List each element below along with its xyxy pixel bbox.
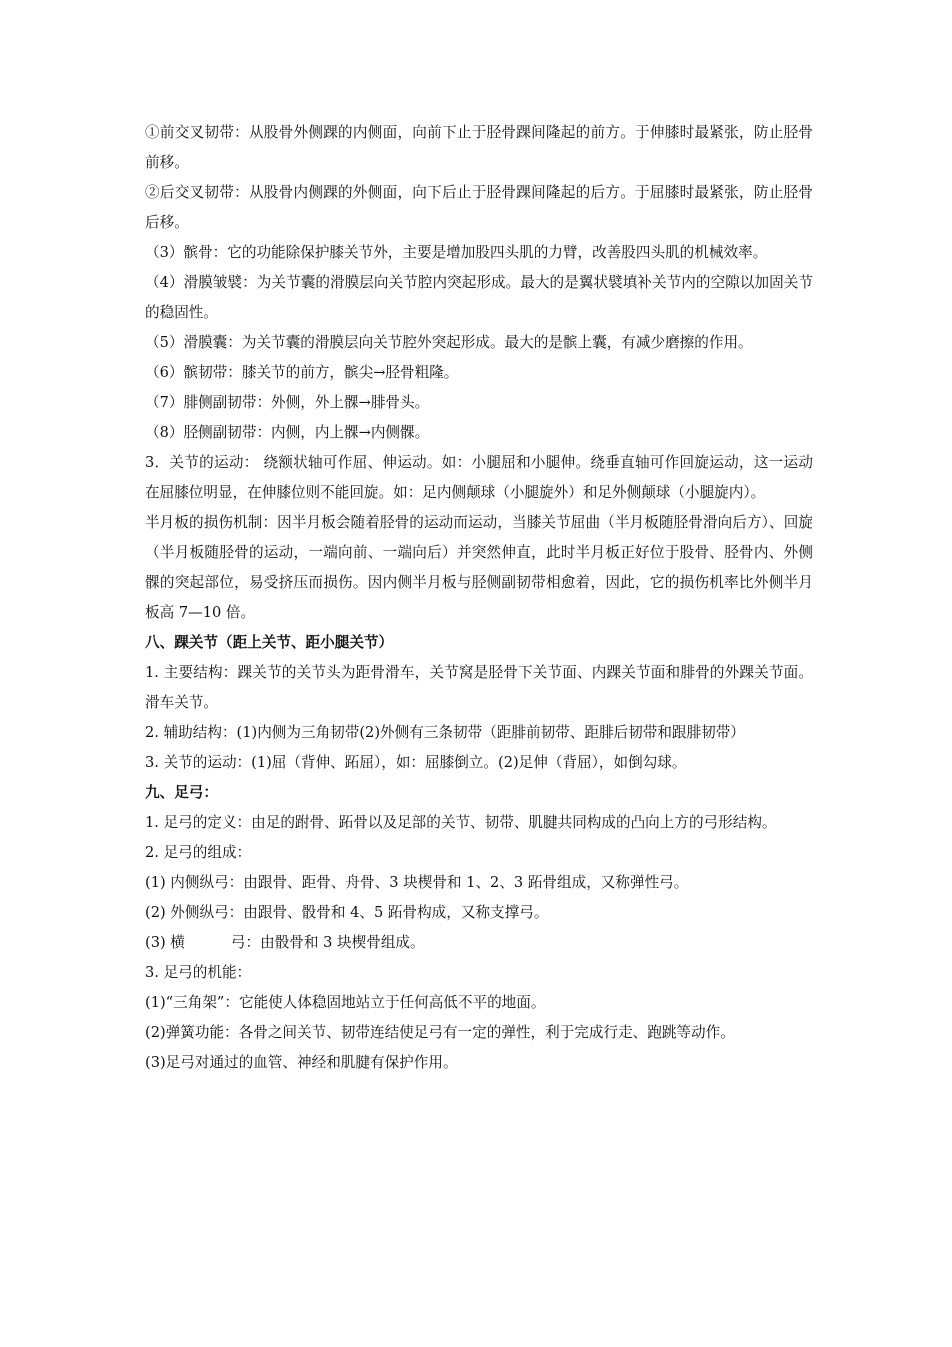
lateral-arch-line: (2) 外侧纵弓：由跟骨、骰骨和 4、5 跖骨构成，又称支撑弓。 — [145, 904, 549, 921]
tripod-function-line: (1)“三角架”：它能使人体稳固地站立于任何高低不平的地面。 — [145, 994, 546, 1011]
pcl-paragraph: ②后交叉韧带：从股骨内侧踝的外侧面，向下后止于胫骨踝间隆起的后方。于屈膝时最紧张，防止胫骨后移。 — [145, 184, 813, 231]
synovial-bursa-paragraph: （5）滑膜囊：为关节囊的滑膜层向关节腔外突起形成。最大的是髌上囊，有减少磨擦的作用。 — [145, 334, 753, 351]
ankle-joint-heading: 八、踝关节（距上关节、距小腿关节） — [145, 634, 394, 651]
knee-movement-paragraph: 3．关节的运动： 绕额状轴可作屈、伸运动。如：小腿屈和小腿伸。绕垂直轴可作回旋运动，这一运动在屈膝位明显，在伸膝位则不能回旋。如：足内侧颠球（小腿旋外）和足外侧颠球（小腿旋内）。 — [145, 454, 813, 501]
acl-paragraph: ①前交叉韧带：从股骨外侧踝的内侧面，向前下止于胫骨踝间隆起的前方。于伸膝时最紧张，防止胫骨前移。 — [145, 124, 813, 171]
ankle-auxiliary-line: 2. 辅助结构：(1)内侧为三角韧带(2)外侧有三条韧带（距腓前韧带、距腓后韧带和跟腓韧带） — [145, 724, 745, 741]
fibular-collateral-line: （7）腓侧副韧带：外侧，外上髁→腓骨头。 — [145, 394, 430, 411]
transverse-arch-line — [145, 928, 813, 958]
transverse-arch-prefix: (3) 横 — [145, 934, 185, 951]
medial-arch-line: (1) 内侧纵弓：由跟骨、距骨、舟骨、3 块楔骨和 1、2、3 跖骨组成，又称弹性弓。 — [145, 874, 689, 891]
foot-arch-heading: 九、足弓： — [145, 784, 218, 801]
ankle-movement-line: 3. 关节的运动：(1)屈（背伸、跖屈），如：屈膝倒立。(2)足伸（背屈），如倒勾球。 — [145, 754, 687, 771]
document-body — [145, 118, 813, 1078]
tibial-collateral-line: （8）胫侧副韧带：内侧，内上髁→内侧髁。 — [145, 424, 430, 441]
protection-function-line: (3)足弓对通过的血管、神经和肌腱有保护作用。 — [145, 1054, 458, 1071]
synovial-fold-paragraph: （4）滑膜皱襞：为关节囊的滑膜层向关节腔内突起形成。最大的是翼状襞填补关节内的空隙以加固关节的稳固性。 — [145, 274, 813, 321]
transverse-arch-suffix: 弓：由骰骨和 3 块楔骨组成。 — [230, 934, 425, 951]
arch-definition-paragraph: 1. 足弓的定义：由足的跗骨、跖骨以及足部的关节、韧带、肌腱共同构成的凸向上方的弓形结构。 — [145, 814, 777, 831]
spring-function-line: (2)弹簧功能：各骨之间关节、韧带连结使足弓有一定的弹性，利于完成行走、跑跳等动作。 — [145, 1024, 735, 1041]
ankle-structure-paragraph: 1. 主要结构：踝关节的关节头为距骨滑车，关节窝是胫骨下关节面、内踝关节面和腓骨的外踝关节面。滑车关节。 — [145, 664, 813, 711]
patellar-ligament-line: （6）髌韧带：膝关节的前方，髌尖→胫骨粗隆。 — [145, 364, 459, 381]
arch-function-line: 3. 足弓的机能： — [145, 964, 252, 981]
meniscus-injury-paragraph: 半月板的损伤机制：因半月板会随着胫骨的运动而运动，当膝关节屈曲（半月板随胫骨滑向后方）、回旋（半月板随胫骨的运动，一端向前、一端向后）并突然伸直，此时半月板正好位于股骨、胫骨内、外侧髁的突起部位，易受挤压而损伤。因内侧半月板与胫侧副韧带相愈着，因此，它的损伤机率比外侧半月板高 7—10 倍。 — [145, 514, 813, 621]
arch-composition-line: 2. 足弓的组成： — [145, 844, 252, 861]
patella-paragraph: （3）髌骨：它的功能除保护膝关节外，主要是增加股四头肌的力臂，改善股四头肌的机械效率。 — [145, 244, 768, 261]
